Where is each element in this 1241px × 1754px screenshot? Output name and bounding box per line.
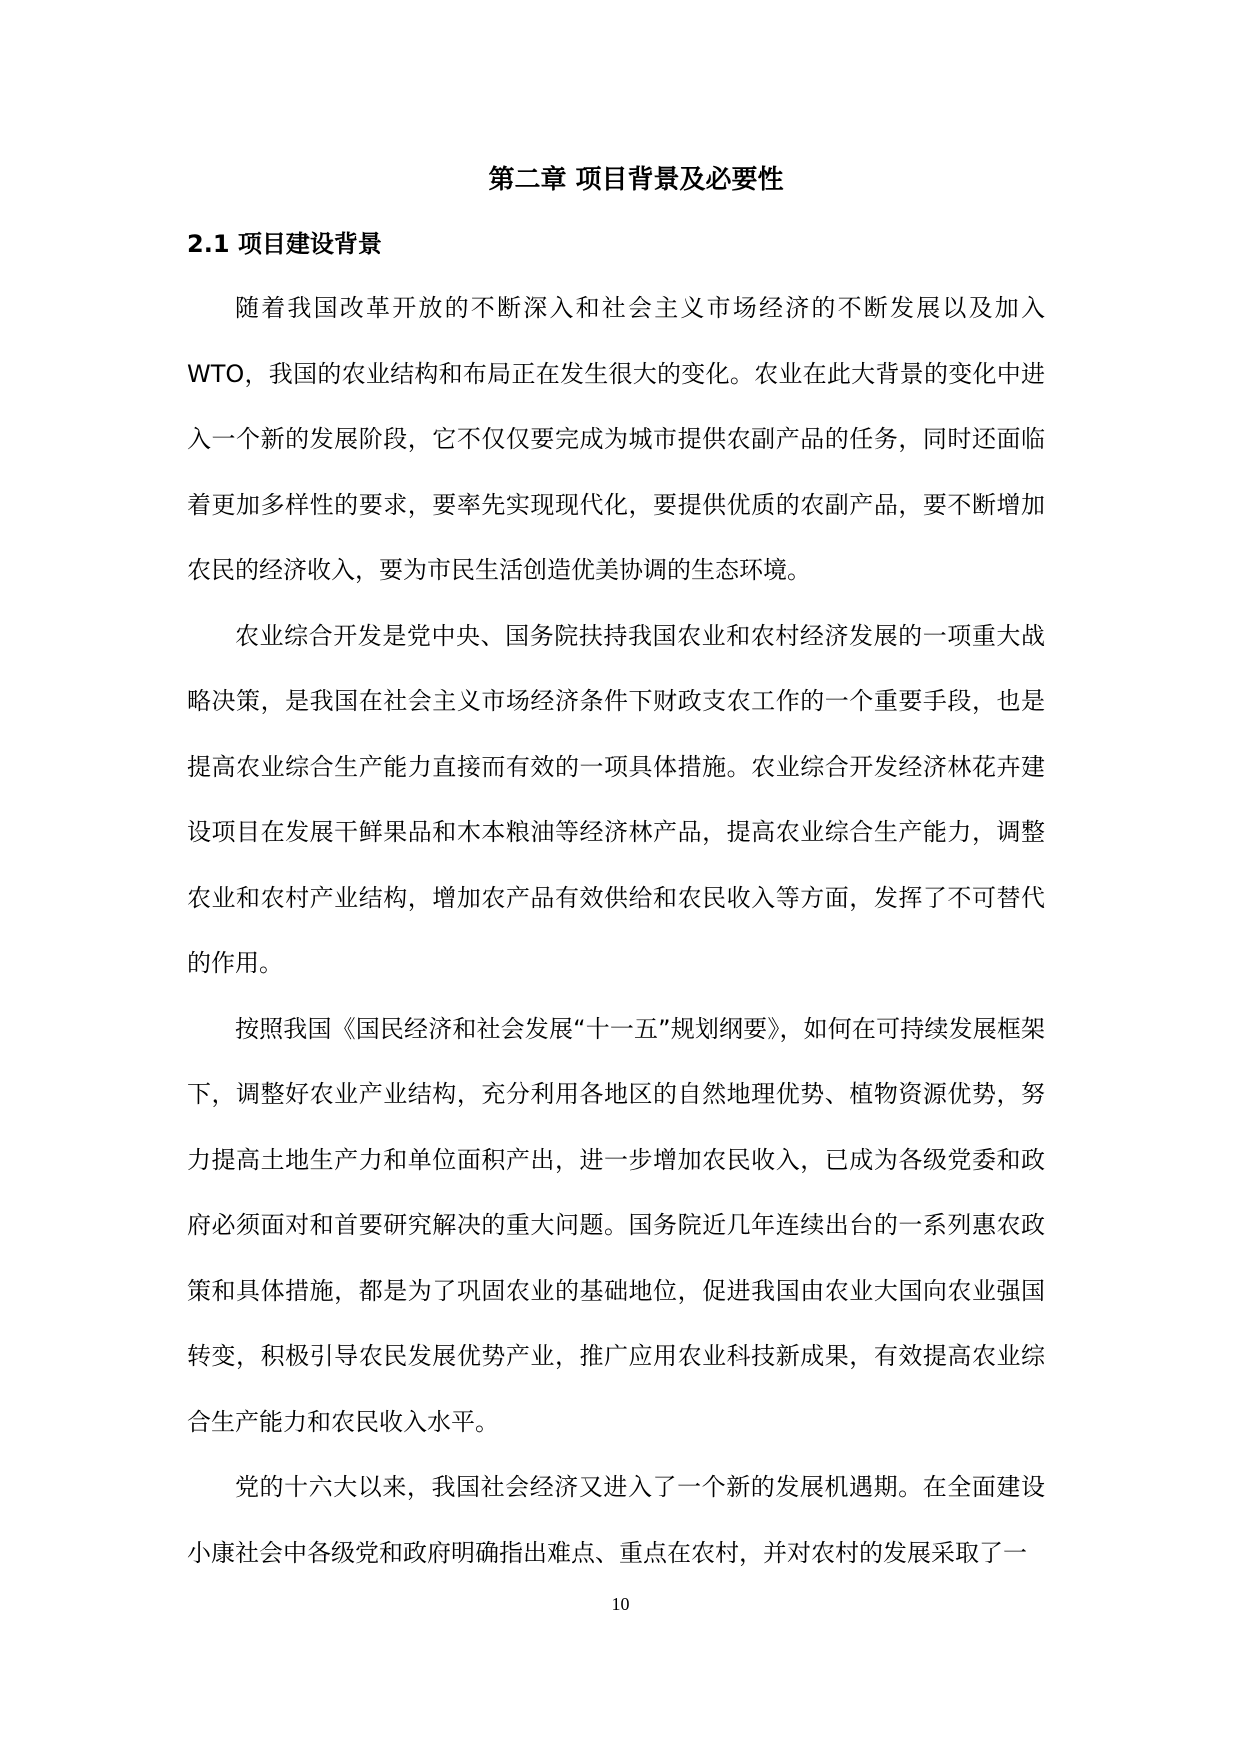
- chapter-title: 第二章 项目背景及必要性: [488, 165, 784, 195]
- page-content: [187, 148, 1045, 1586]
- body-paragraph: 随着我国改革开放的不断深入和社会主义市场经济的不断发展以及加入WTO，我国的农业结构和布局正在发生很大的变化。农业在此大背景的变化中进入一个新的发展阶段，它不仅仅要完成为城市提供农副产品的任务，同时还面临着更加多样性的要求，要率先实现现代化，要提供优质的农副产品，要不断增加农民的经济收入，要为市民生活创造优美协调的生态环境。: [187, 294, 1045, 584]
- body-paragraph: 党的十六大以来，我国社会经济又进入了一个新的发展机遇期。在全面建设小康社会中各级党和政府明确指出难点、重点在农村，并对农村的发展采取了一: [187, 1473, 1045, 1567]
- section-heading: 2.1 项目建设背景: [187, 230, 382, 258]
- page-number: 10: [611, 1594, 630, 1614]
- body-paragraph: 按照我国《国民经济和社会发展“十一五”规划纲要》，如何在可持续发展框架下，调整好农业产业结构，充分利用各地区的自然地理优势、植物资源优势，努力提高土地生产力和单位面积产出，进一步增加农民收入，已成为各级党委和政府必须面对和首要研究解决的重大问题。国务院近几年连续出台的一系列惠农政策和具体措施，都是为了巩固农业的基础地位，促进我国由农业大国向农业强国转变，积极引导农民发展优势产业，推广应用农业科技新成果，有效提高农业综合生产能力和农民收入水平。: [187, 1014, 1045, 1436]
- body-paragraph: 农业综合开发是党中央、国务院扶持我国农业和农村经济发展的一项重大战略决策，是我国在社会主义市场经济条件下财政支农工作的一个重要手段，也是提高农业综合生产能力直接而有效的一项具体措施。农业综合开发经济林花卉建设项目在发展干鲜果品和木本粮油等经济林产品，提高农业综合生产能力，调整农业和农村产业结构，增加农产品有效供给和农民收入等方面，发挥了不可替代的作用。: [187, 621, 1045, 977]
